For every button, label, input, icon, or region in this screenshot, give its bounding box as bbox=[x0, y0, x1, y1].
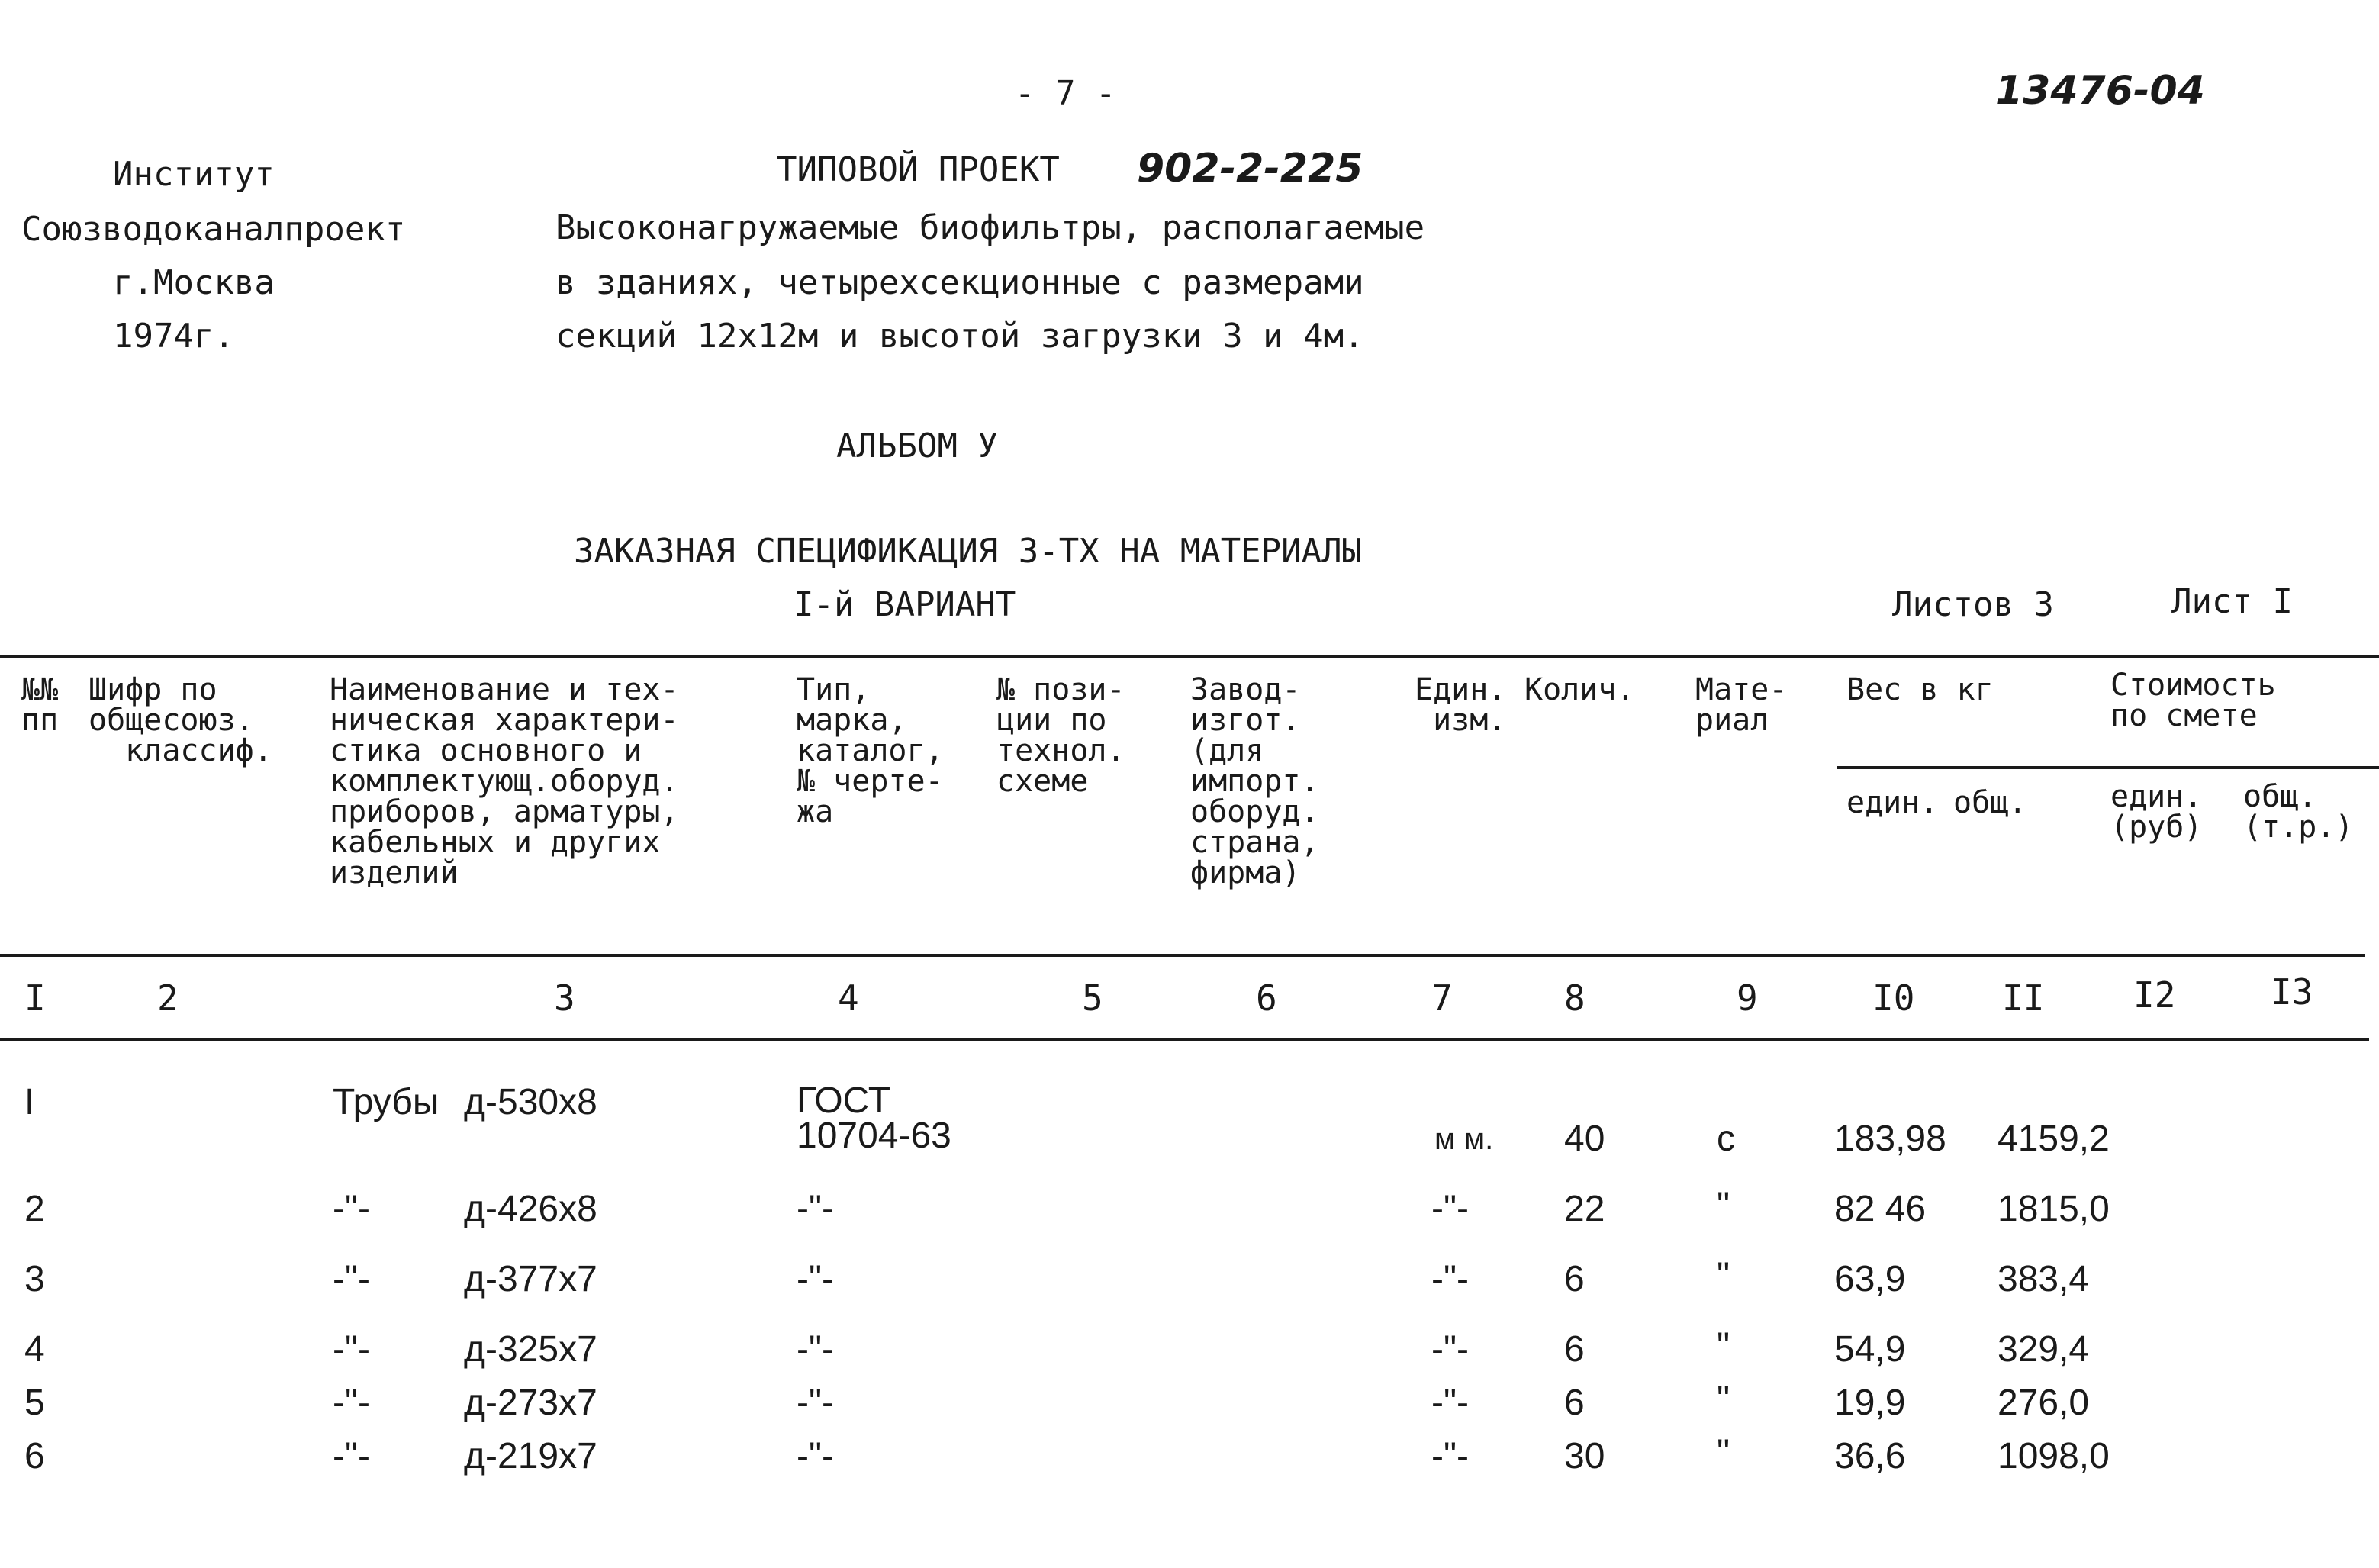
column-number: I bbox=[24, 977, 46, 1019]
project-description-3: секций 12х12м и высотой загрузки 3 и 4м. bbox=[555, 317, 1364, 356]
item-name: -"- bbox=[333, 1436, 371, 1476]
item-weight-total: 4159,2 bbox=[1998, 1119, 2110, 1159]
item-weight-total: 1815,0 bbox=[1998, 1189, 2110, 1229]
item-quantity: 22 bbox=[1564, 1189, 1605, 1229]
item-type: ГОСТ 10704-63 bbox=[797, 1080, 951, 1156]
item-unit: м м. bbox=[1434, 1122, 1494, 1156]
institute-line-4: 1974г. bbox=[113, 317, 234, 356]
header-position: № пози- ции по технол. схеме bbox=[996, 672, 1125, 799]
header-cost-unit: един. (руб) bbox=[2110, 779, 2203, 845]
header-quantity: Колич. bbox=[1524, 672, 1635, 707]
row-number: I bbox=[24, 1082, 35, 1122]
item-name: -"- bbox=[333, 1259, 371, 1299]
header-name: Наименование и тех- ническая характери- стика основного и комплектующ.оборуд. приборов, арматуры, кабельных и других изделий bbox=[330, 672, 679, 890]
item-unit: -"- bbox=[1431, 1436, 1470, 1476]
item-name: Трубы bbox=[333, 1082, 439, 1122]
item-material: " bbox=[1717, 1380, 1730, 1420]
page-number: - 7 - bbox=[1015, 74, 1116, 113]
item-size: д-325х7 bbox=[464, 1329, 597, 1370]
header-material: Мате- риал bbox=[1695, 672, 1788, 738]
item-name: -"- bbox=[333, 1189, 371, 1229]
item-size: д-377х7 bbox=[464, 1259, 597, 1299]
item-size: д-426х8 bbox=[464, 1189, 597, 1229]
header-weight-total: общ. bbox=[1953, 785, 2027, 820]
column-number: 8 bbox=[1564, 977, 1585, 1019]
header-cost: Стоимость по смете bbox=[2110, 668, 2276, 733]
header-weight: Вес в кг bbox=[1846, 672, 1994, 707]
column-numbers-rule bbox=[0, 1038, 2369, 1041]
weight-subheader-rule bbox=[1837, 766, 2379, 769]
column-number: 5 bbox=[1082, 977, 1103, 1019]
item-material: " bbox=[1717, 1186, 1730, 1226]
item-material: " bbox=[1717, 1433, 1730, 1473]
item-size: д-530х8 bbox=[464, 1082, 597, 1122]
variant-title: I-й ВАРИАНТ bbox=[794, 585, 1016, 624]
item-type: -"- bbox=[797, 1329, 835, 1370]
header-type: Тип, марка, каталог, № черте- жа bbox=[797, 672, 944, 829]
institute-line-3: г.Москва bbox=[113, 263, 275, 302]
item-weight-unit: 54,9 bbox=[1834, 1329, 1906, 1370]
column-number: 3 bbox=[554, 977, 575, 1019]
sheet-number: Лист I bbox=[2171, 582, 2293, 621]
column-number: II bbox=[2002, 977, 2045, 1019]
institute-line-2: Союзводоканалпроект bbox=[21, 210, 406, 249]
header-classifier-code: Шифр по общесоюз. классиф. bbox=[89, 672, 272, 768]
row-number: 6 bbox=[24, 1436, 45, 1476]
item-weight-total: 276,0 bbox=[1998, 1383, 2090, 1423]
item-quantity: 40 bbox=[1564, 1119, 1605, 1159]
column-number: 4 bbox=[838, 977, 859, 1019]
item-weight-total: 329,4 bbox=[1998, 1329, 2090, 1370]
sheets-total: Листов 3 bbox=[1892, 585, 2054, 624]
item-size: д-273х7 bbox=[464, 1383, 597, 1423]
item-weight-total: 383,4 bbox=[1998, 1259, 2090, 1299]
header-cost-total: общ. (т.р.) bbox=[2243, 779, 2354, 845]
item-unit: -"- bbox=[1431, 1329, 1470, 1370]
item-weight-unit: 82 46 bbox=[1834, 1189, 1927, 1229]
project-description-1: Высоконагружаемые биофильтры, располагаемые bbox=[555, 208, 1425, 247]
header-bottom-rule bbox=[0, 954, 2365, 957]
item-quantity: 6 bbox=[1564, 1259, 1585, 1299]
header-row-number: №№ пп bbox=[21, 672, 59, 738]
item-weight-unit: 36,6 bbox=[1834, 1436, 1906, 1476]
spec-title: ЗАКАЗНАЯ СПЕЦИФИКАЦИЯ 3-ТХ НА МАТЕРИАЛЫ bbox=[574, 532, 1363, 571]
item-type: -"- bbox=[797, 1259, 835, 1299]
institute-line-1: Институт bbox=[113, 155, 275, 194]
item-unit: -"- bbox=[1431, 1259, 1470, 1299]
header-unit: Един. изм. bbox=[1415, 672, 1507, 738]
column-number: 9 bbox=[1737, 977, 1758, 1019]
row-number: 3 bbox=[24, 1259, 45, 1299]
column-number: 2 bbox=[157, 977, 179, 1019]
column-number: I2 bbox=[2133, 974, 2176, 1016]
item-unit: -"- bbox=[1431, 1383, 1470, 1423]
table-top-rule bbox=[0, 655, 2379, 658]
row-number: 5 bbox=[24, 1383, 45, 1423]
item-type: -"- bbox=[797, 1189, 835, 1229]
item-material: " bbox=[1717, 1256, 1730, 1296]
project-description-2: в зданиях, четырехсекционные с размерами bbox=[555, 263, 1364, 302]
item-weight-unit: 63,9 bbox=[1834, 1259, 1906, 1299]
item-weight-unit: 19,9 bbox=[1834, 1383, 1906, 1423]
header-weight-unit: един. bbox=[1846, 785, 1939, 820]
project-number: 902-2-225 bbox=[1137, 146, 1363, 192]
item-name: -"- bbox=[333, 1329, 371, 1370]
item-name: -"- bbox=[333, 1383, 371, 1423]
row-number: 2 bbox=[24, 1189, 45, 1229]
column-number: 7 bbox=[1431, 977, 1453, 1019]
project-label: ТИПОВОЙ ПРОЕКТ bbox=[777, 150, 1060, 189]
item-material: " bbox=[1717, 1326, 1730, 1367]
item-size: д-219х7 bbox=[464, 1436, 597, 1476]
document-code: 13476-04 bbox=[1995, 68, 2205, 114]
item-quantity: 30 bbox=[1564, 1436, 1605, 1476]
item-quantity: 6 bbox=[1564, 1329, 1585, 1370]
header-manufacturer: Завод- изгот. (для импорт. оборуд. страна, фирма) bbox=[1190, 672, 1319, 890]
column-number: 6 bbox=[1256, 977, 1277, 1019]
album-title: АЛЬБОМ У bbox=[836, 427, 998, 465]
column-number: I0 bbox=[1872, 977, 1915, 1019]
item-type: -"- bbox=[797, 1383, 835, 1423]
item-quantity: 6 bbox=[1564, 1383, 1585, 1423]
item-weight-total: 1098,0 bbox=[1998, 1436, 2110, 1476]
item-weight-unit: 183,98 bbox=[1834, 1119, 1946, 1159]
item-type: -"- bbox=[797, 1436, 835, 1476]
column-number: I3 bbox=[2271, 971, 2313, 1013]
item-unit: -"- bbox=[1431, 1189, 1470, 1229]
item-material: с bbox=[1717, 1119, 1735, 1159]
row-number: 4 bbox=[24, 1329, 45, 1370]
